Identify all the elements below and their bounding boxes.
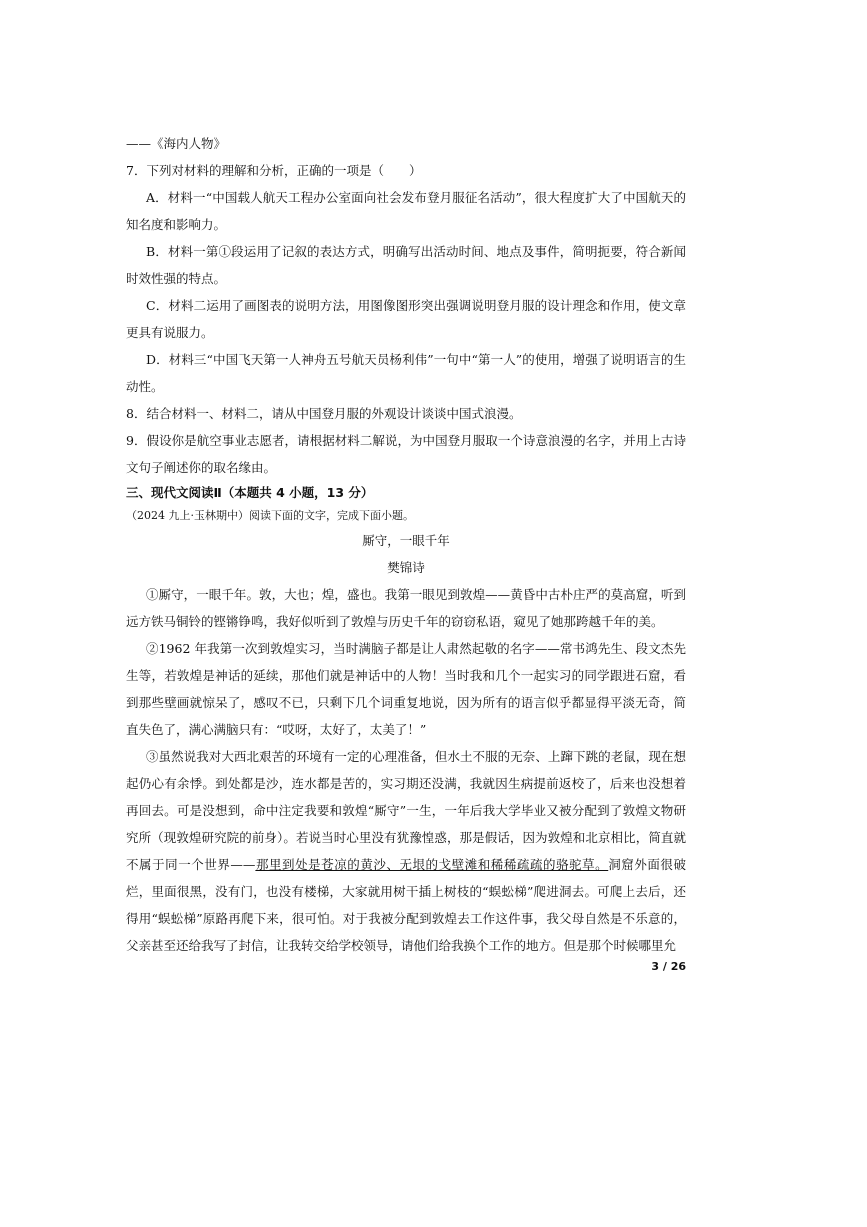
- page-content: [126, 130, 686, 959]
- question-8: 8．结合材料一、材料二，请从中国登月服的外观设计谈谈中国式浪漫。: [126, 406, 522, 421]
- source-citation: ——《海内人物》: [126, 136, 227, 151]
- question-7-option-a: A．材料一“中国载人航天工程办公室面向社会发布登月服征名活动”，很大程度扩大了中国航天的知名度和影响力。: [126, 190, 686, 232]
- section-heading: 三、现代文阅读Ⅱ（本题共 4 小题，13 分）: [126, 485, 374, 500]
- article-author: 樊锦诗: [387, 560, 425, 575]
- paragraph-3-text-before: ③虽然说我对大西北艰苦的环境有一定的心理准备，但水土不服的无奈、上蹿下跳的老鼠，现在想起仍心有余悸。到处都是沙，连水都是苦的，实习期还没满，我就因生病提前返校了，后来也没想着再回去。可是没想到，命中注定我要和敦煌“厮守”一生，一年后我大学毕业又被分配到了敦煌文物研究所（现敦煌研究院的前身）。若说当时心里没有犹豫惶惑，那是假话，因为敦煌和北京相比，简直就不属于同一个世界——: [126, 749, 686, 872]
- underlined-sentence: 那里到处是苍凉的黄沙、无垠的戈壁滩和稀稀疏疏的骆驼草。: [255, 857, 609, 872]
- page-number: 3 / 26: [651, 960, 686, 973]
- article-paragraph-2: ②1962 年我第一次到敦煌实习，当时满脑子都是让人肃然起敬的名字——常书鸿先生、段文杰先生等，若敦煌是神话的延续，那他们就是神话中的人物！当时我和几个一起实习的同学跟进石窟，看到那些壁画就惊呆了，感叹不已，只剩下几个词重复地说，因为所有的语言似乎都显得平淡无奇，简直失色了，满心满脑只有：“哎呀，太好了，太美了！”: [126, 641, 686, 737]
- question-9: 9．假设你是航空事业志愿者，请根据材料二解说，为中国登月服取一个诗意浪漫的名字，并用上古诗文句子阐述你的取名缘由。: [126, 433, 686, 475]
- question-7-stem: 7．下列对材料的理解和分析，正确的一项是（ ）: [126, 163, 422, 178]
- article-title: 厮守，一眼千年: [362, 533, 450, 548]
- paragraph-3-text-after: 洞窟外面很破烂，里面很黑，没有门，也没有楼梯，大家就用树干插上树枝的“蜈蚣梯”爬进洞去。可爬上去后，还得用“蜈蚣梯”原路再爬下来，很可怕。对于我被分配到敦煌去工作这件事，我父母自然是不乐意的，父亲甚至还给我写了封信，让我转交给学校领导，请他们给我换个工作的地方。但是那个时候哪里允: [126, 857, 686, 953]
- article-paragraph-3: [126, 743, 686, 959]
- question-7-option-c: C．材料二运用了画图表的说明方法，用图像图形突出强调说明登月服的设计理念和作用，使文章更具有说服力。: [126, 298, 686, 340]
- article-paragraph-1: ①厮守，一眼千年。敦，大也；煌，盛也。我第一眼见到敦煌——黄昏中古朴庄严的莫高窟，听到远方铁马铜铃的铿锵铮鸣，我好似听到了敦煌与历史千年的窃窃私语，窥见了她那跨越千年的美。: [126, 587, 686, 629]
- question-7-option-b: B．材料一第①段运用了记叙的表达方式，明确写出活动时间、地点及事件，简明扼要，符合新闻时效性强的特点。: [126, 244, 686, 286]
- question-7-option-d: D．材料三“中国飞天第一人神舟五号航天员杨利伟”一句中“第一人”的使用，增强了说明语言的生动性。: [126, 352, 686, 394]
- section-source: （2024 九上·玉林期中）阅读下面的文字，完成下面小题。: [126, 509, 414, 522]
